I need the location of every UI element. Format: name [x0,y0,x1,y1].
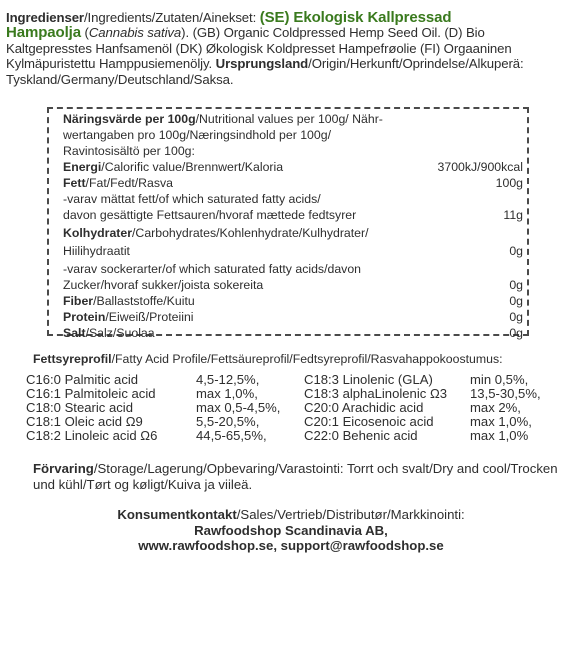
sugar-value: 0g [509,278,523,292]
fatty-acid-name: C16:1 Palmitoleic acid [26,386,156,401]
protein-row: Protein/Eiweiß/Proteiini 0g [63,310,523,324]
carb-row: Kolhydrater/Carbohydrates/Kohlenhydrate/Kulhydrater/ [63,226,369,240]
carb-value: 0g [509,244,523,258]
fatty-acid-value: 44,5-65,5%, [196,428,267,443]
fatty-acid-value: max 1,0%, [470,414,532,429]
company-name: Rawfoodshop Scandinavia AB, [194,522,388,538]
fatty-acid-name: C20:1 Eicosenoic acid [304,414,434,429]
fatty-acid-name: C18:3 alphaLinolenic Ω3 [304,386,448,401]
fatty-acid-value: max 0,5-4,5%, [196,400,281,415]
ingredients-heading-suffix: er [71,10,84,25]
energy-value: 3700kJ/900kcal [437,160,523,174]
consumer-contact [0,507,582,554]
ingredients-paragraph [6,10,574,87]
fatty-acid-value: 4,5-12,5%, [196,372,260,387]
nutrition-header: Näringsvärde per 100g/Nutritional values per 100g/ Nähr- [63,112,383,126]
fatty-acid-value: 13,5-30,5%, [470,386,541,401]
latin-name: Cannabis sativa [88,25,182,41]
fatty-acid-name: C18:1 Oleic acid Ω9 [26,414,143,429]
fatty-acid-value: max 2%, [470,400,521,415]
web-email: www.rawfoodshop.se, support@rawfoodshop.se [138,538,444,553]
fat-value: 100g [495,176,523,190]
fiber-row: Fiber/Ballaststoffe/Kuitu 0g [63,294,523,308]
sugar-row: Zucker/hvoraf sukker/joista sokereita 0g [63,278,523,292]
storage-label: Förvaring [33,461,94,476]
fatty-acid-name: C22:0 Behenic acid [304,428,418,443]
latin-open: ( [80,25,89,41]
fatty-acid-name: C16:0 Palmitic acid [26,372,139,387]
fatty-acid-name: C18:3 Linolenic (GLA) [304,372,433,387]
fatty-acid-value: max 1,0%, [196,386,258,401]
fatty-acid-name: C18:0 Stearic acid [26,400,133,415]
contact-heading: Konsumentkontakt/Sales/Vertrieb/Distributør/Markkinointi: [117,507,465,522]
storage-instructions: /Storage/Lagerung/Opbevaring/Varastointi: Torrt och svalt/Dry and cool/Trocken und kühl/Tørt og køligt/Kuiva ja viileä. [33,461,558,492]
saturated-row: davon gesättigte Fettsauren/hvoraf mættede fedtsyrer 11g [63,208,523,222]
fatty-acid-title: Fettsyreprofil/Fatty Acid Profile/Fettsäureprofil/Fedtsyreprofil/Rasvahappokoostumus: [33,352,503,366]
sugar-line1: -varav sockerarter/of which saturated fatty acids/davon [63,262,361,276]
saturated-line1: -varav mättat fett/of which saturated fatty acids/ [63,192,321,206]
carb-row-2: Hiilihydraatit 0g [63,244,523,258]
fatty-acid-value: min 0,5%, [470,372,529,387]
fat-row: Fett/Fat/Fedt/Rasva 100g [63,176,523,190]
ingredients-heading: Ingrediens [6,10,72,25]
nutrition-table [47,107,529,340]
product-name-se: (SE) Ekologisk Kallpressad [259,9,452,26]
latin-close: ) [181,25,186,41]
fiber-value: 0g [509,294,523,308]
nutrition-header-line2: wertangaben pro 100g/Næringsindhold per 100g/ [63,128,331,142]
origin-label: Ursprungsland [215,56,309,72]
salt-value: 0g [509,326,523,340]
salt-row: Salt/Salz/Suolaa 0g [63,326,523,340]
ingredients-heading-rest: /Ingredients/Zutaten/Ainekset: [83,10,260,25]
nutrition-header-line3: Ravintosisältö per 100g: [63,144,195,158]
energy-row: Energi/Calorific value/Brennwert/Kaloria 3700kJ/900kcal [63,160,523,174]
saturated-value: 11g [503,208,523,222]
fatty-acid-name: C20:0 Arachidic acid [304,400,424,415]
ingredients-translations: . (GB) Organic Coldpressed Hemp Seed Oil. (D) Bio Kaltgepresstes Hanfsamenöl (DK) Økologisk Koldpresset Hampefrøolie (FI) Orgaaninen Kylmäpuristettu Hamppusiemenöljy. [6,25,512,72]
origin-text: /Origin/Herkunft/Oprindelse/Alkuperä: Tyskland/Germany/Deutschland/Saksa. [6,56,524,87]
fatty-acid-value: max 1,0% [470,428,529,443]
protein-value: 0g [509,310,523,324]
product-name-fi: Hampaolja [6,24,81,42]
fatty-acid-value: 5,5-20,5%, [196,414,260,429]
storage-text [33,461,563,493]
fatty-acid-name: C18:2 Linoleic acid Ω6 [26,428,158,443]
